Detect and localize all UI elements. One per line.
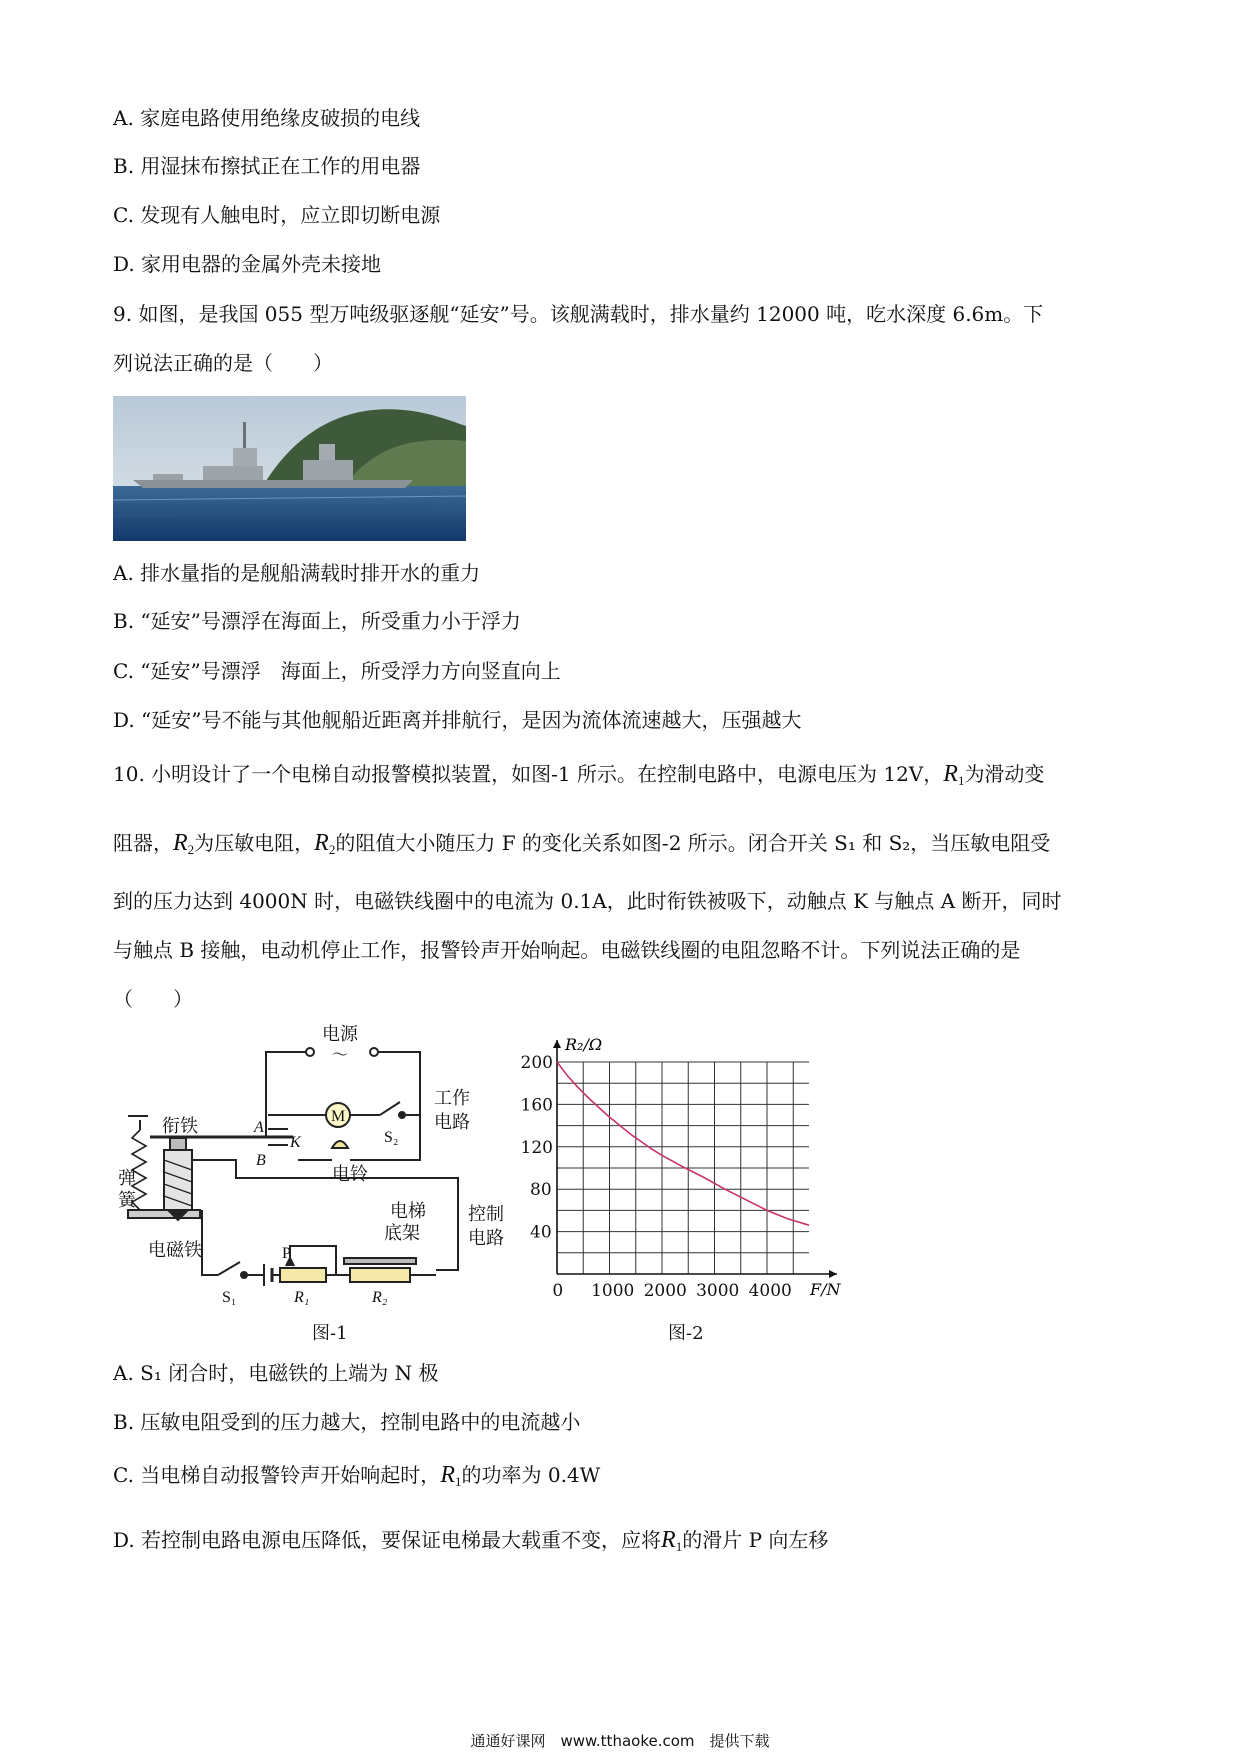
spring-label: 弹 xyxy=(118,1168,136,1189)
chart-grid xyxy=(557,1062,809,1274)
q10-stem-text: 的阻值大小随压力 F 的变化关系如图-2 所示。闭合开关 S₁ 和 S₂，当压敏电阻受 xyxy=(335,831,1051,855)
r1-symbol: $R_1$ xyxy=(440,1462,462,1489)
q8-option-b: B. 用湿抹布擦拭正在工作的用电器 xyxy=(113,154,421,178)
y-axis-label: R₂/Ω xyxy=(565,1035,603,1054)
q10-option-c xyxy=(113,1461,600,1496)
contact-a-label: A xyxy=(254,1119,264,1136)
q10-stem-line2 xyxy=(113,829,1050,864)
bell-label: 电铃 xyxy=(332,1164,368,1185)
ac-symbol: ～ xyxy=(332,1045,349,1064)
y-tick-label: 40 xyxy=(530,1222,552,1243)
y-tick-label: 160 xyxy=(520,1095,553,1116)
q10-stem-text: 10. 小明设计了一个电梯自动报警模拟装置，如图-1 所示。在控制电路中，电源电压为 12V， xyxy=(113,762,944,786)
power-label: 电源 xyxy=(322,1024,358,1045)
chart-axes xyxy=(553,1040,837,1278)
destroyer-photo xyxy=(113,396,466,541)
q10-option-d-text: D. 若控制电路电源电压降低，要保证电梯最大载重不变，应将 xyxy=(113,1528,662,1552)
q9-stem-line1: 9. 如图，是我国 055 型万吨级驱逐舰“延安”号。该舰满载时，排水量约 12000 吨，吃水深度 6.6m。下 xyxy=(113,302,1044,326)
y-tick-label: 80 xyxy=(530,1180,552,1201)
q10-option-b: B. 压敏电阻受到的压力越大，控制电路中的电流越小 xyxy=(113,1410,581,1434)
q10-stem-line5: （ ） xyxy=(113,987,193,1011)
r2-symbol: $R_2$ xyxy=(173,830,195,857)
q10-option-a: A. S₁ 闭合时，电磁铁的上端为 N 极 xyxy=(113,1361,439,1385)
r2-symbol: $R_2$ xyxy=(314,830,336,857)
work-circuit-label: 电路 xyxy=(434,1112,470,1133)
figure-2-chart xyxy=(515,1030,855,1320)
switch-s1-label: S₁ xyxy=(222,1289,237,1306)
slider-p-label: P xyxy=(282,1245,291,1262)
figure-1-caption: 图-1 xyxy=(312,1323,348,1344)
figure-2-caption: 图-2 xyxy=(668,1323,704,1344)
q10-stem-text: 为滑动变 xyxy=(964,762,1045,786)
q10-option-d xyxy=(113,1526,828,1561)
q8-option-c: C. 发现有人触电时，应立即切断电源 xyxy=(113,203,441,227)
electromagnet-label: 电磁铁 xyxy=(148,1240,202,1261)
contact-b-label: B xyxy=(256,1152,266,1169)
q9-option-d: D. “延安”号不能与其他舰船近距离并排航行，是因为流体流速越大，压强越大 xyxy=(113,708,802,732)
q10-stem-line4: 与触点 B 接触，电动机停止工作，报警铃声开始响起。电磁铁线圈的电阻忽略不计。下列说法正确的是 xyxy=(113,938,1021,962)
x-axis-label: F/N xyxy=(810,1280,841,1299)
q8-option-d: D. 家用电器的金属外壳未接地 xyxy=(113,252,382,276)
q10-stem-text: 阻器， xyxy=(113,831,173,855)
q10-stem-text: 为压敏电阻， xyxy=(194,831,315,855)
q9-option-a: A. 排水量指的是舰船满载时排开水的重力 xyxy=(113,561,481,585)
q10-option-c-text: C. 当电梯自动报警铃声开始响起时， xyxy=(113,1463,441,1487)
control-circuit-label: 电路 xyxy=(468,1228,504,1249)
x-tick-label: 3000 xyxy=(696,1281,740,1301)
x-tick-label: 4000 xyxy=(748,1281,792,1301)
armature-label: 衔铁 xyxy=(162,1116,198,1137)
x-tick-label: 2000 xyxy=(643,1281,687,1301)
y-tick-label: 120 xyxy=(520,1137,553,1158)
q9-option-b: B. “延安”号漂浮在海面上，所受重力小于浮力 xyxy=(113,609,521,633)
x-tick-label: 1000 xyxy=(591,1281,635,1301)
q9-option-c: C. “延安”号漂浮 海面上，所受浮力方向竖直向上 xyxy=(113,659,561,683)
y-tick-label: 200 xyxy=(520,1053,553,1073)
q10-stem-line1 xyxy=(113,760,1044,795)
q10-option-c-text: 的功率为 0.4W xyxy=(461,1463,601,1487)
r2-label: R₂ xyxy=(372,1289,388,1306)
q10-option-d-text: 的滑片 P 向左移 xyxy=(682,1528,829,1552)
r1-label: R₁ xyxy=(294,1289,310,1306)
elevator-label: 电梯 xyxy=(390,1201,426,1222)
x-tick-label: 0 xyxy=(552,1281,564,1301)
motor-symbol: M xyxy=(331,1108,346,1125)
switch-s2-label: S₂ xyxy=(384,1129,399,1146)
elevator-label: 底架 xyxy=(384,1223,420,1244)
spring-label: 簧 xyxy=(118,1190,136,1211)
q8-option-a: A. 家庭电路使用绝缘皮破损的电线 xyxy=(113,106,421,130)
r1-symbol: $R_1$ xyxy=(661,1527,683,1554)
y-axis-arrow xyxy=(553,1040,561,1048)
x-axis-arrow xyxy=(829,1270,837,1278)
r2-vs-f-curve xyxy=(557,1062,809,1225)
control-circuit-label: 控制 xyxy=(468,1204,504,1225)
figure-1-circuit xyxy=(118,1020,518,1340)
contact-k-label: K xyxy=(290,1134,301,1151)
work-circuit-label: 工作 xyxy=(434,1088,470,1109)
q9-stem-line2: 列说法正确的是（ ） xyxy=(113,351,333,375)
page-footer: 通通好课网 www.tthaoke.com 提供下载 xyxy=(470,1732,770,1750)
q10-stem-line3: 到的压力达到 4000N 时，电磁铁线圈中的电流为 0.1A，此时衔铁被吸下，动触点 K 与触点 A 断开，同时 xyxy=(113,889,1062,913)
r1-symbol: $R_1$ xyxy=(943,761,965,788)
